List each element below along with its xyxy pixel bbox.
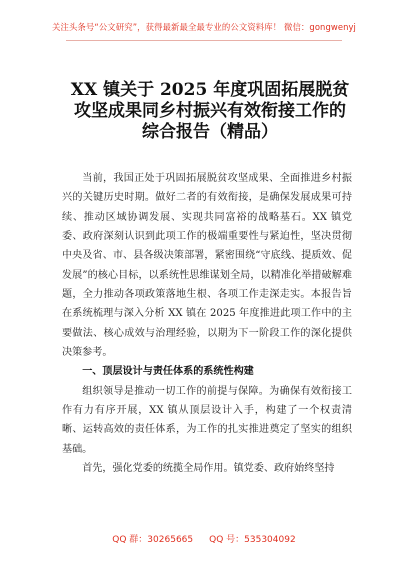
header-divider xyxy=(66,40,342,41)
footer-qq-group: QQ 群：30265665 xyxy=(112,535,194,545)
section-1-partial-paragraph: 首先，强化党委的统揽全局作用。镇党委、政府始终坚持 xyxy=(82,463,335,475)
title-line-1: XX 镇关于 2025 年度巩固拓展脱贫 xyxy=(70,80,350,100)
intro-paragraph: 当前，我国正处于巩固拓展脱贫攻坚成果、全面推进乡村振兴的关键历史时期。做好二者的有效衔接，是确保发展成果可持续、推动区域协调发展、实现共同富裕的战略基石。XX 镇党委、政府深刻认识到此项工作的极端重要性与紧迫性，坚决贯彻中央及省、市、县各级决策部署，紧密围绕“守底线、提质效、促发展”的核心目标，以系统性思维谋划全局，以精准化举措破解难题，全力推动各项政策落地生根、各项工作走深走实。本报告旨在系统梳理与深入分析 XX 镇在 2025 年度推进此项工作中的主要做法、核心成效与治理经验，以期为下一阶段工作的深化提供决策参考。 xyxy=(62,173,352,359)
title-line-3: 综合报告（精品） xyxy=(142,122,278,142)
section-1-paragraph: 组织领导是推动一切工作的前提与保障。为确保有效衔接工作有力有序开展，XX 镇从顶层设计入手，构建了一个权责清晰、运转高效的责任体系，为工作的扎实推进奠定了坚实的组织基础。 xyxy=(62,385,352,455)
document-body xyxy=(62,169,352,479)
footer-contact xyxy=(0,534,408,546)
footer-qq-number: QQ 号：535304092 xyxy=(209,535,296,545)
section-1-heading: 一、顶层设计与责任体系的系统性构建 xyxy=(82,366,254,378)
header-banner: 关注头条号“公文研究”，获得最新最全最专业的公文资料库！ 微信：gongwenyj xyxy=(52,22,356,32)
title-line-2: 攻坚成果同乡村振兴有效衔接工作的 xyxy=(74,101,346,121)
document-title xyxy=(68,80,352,143)
